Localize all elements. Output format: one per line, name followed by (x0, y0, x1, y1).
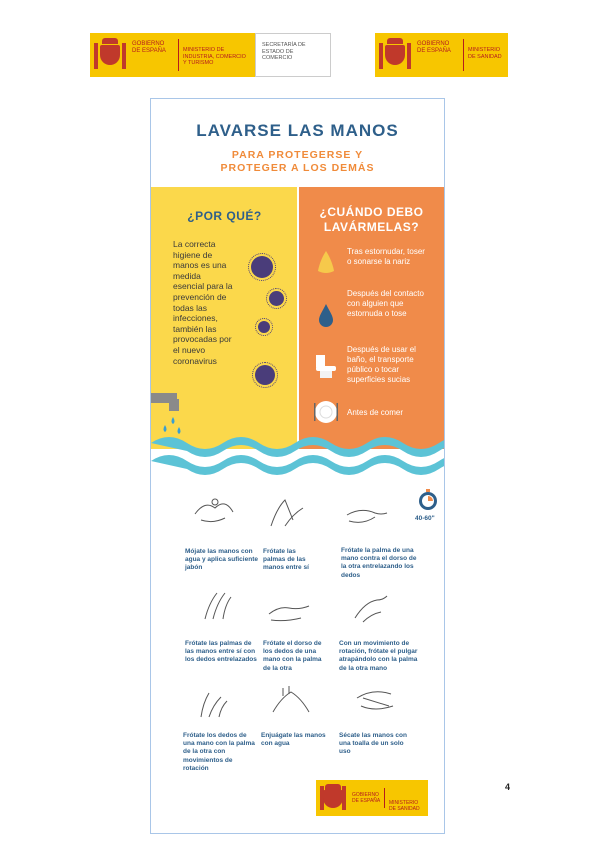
step-text: Con un movimiento de rotación, frótate el pulgar atrapándolo con la palma de la otra mano (339, 640, 418, 672)
logo-gov-text: GOBIERNO DE ESPAÑA (352, 792, 381, 804)
virus-icon (258, 321, 270, 333)
step-text: Frótate la palma de una mano contra el dorso de la otra entrelazando los dedos (341, 547, 417, 579)
hands-thumb-icon (349, 592, 393, 626)
faucet-icon (151, 391, 191, 441)
coat-of-arms-icon (316, 780, 350, 816)
timer-label: 40-60" (415, 515, 435, 522)
coat-of-arms-icon (375, 33, 415, 77)
hands-fingers-back-icon (267, 596, 311, 630)
page-number: 4 (505, 782, 511, 792)
virus-icon (269, 291, 284, 306)
when-item: Tras estornudar, toser o sonarse la nariz (347, 247, 425, 266)
coat-of-arms-icon (90, 33, 130, 77)
logo-gov-text: GOBIERNO DE ESPAÑA (417, 41, 451, 54)
step-text: Enjuágate las manos con agua (261, 732, 326, 748)
plate-icon (313, 399, 339, 425)
hands-rinse-icon (269, 684, 313, 718)
poster-subtitle (151, 149, 444, 175)
when-heading (225, 205, 445, 235)
logo-ministry-text: MINISTERIO DE SANIDAD (384, 788, 425, 808)
step-text: Frótate las palmas de las manos entre sí (263, 548, 309, 572)
hands-fingertips-icon (191, 687, 235, 721)
step-text: Sécate las manos con una toalla de un solo uso (339, 732, 407, 756)
step-text: Mójate las manos con agua y aplica suficiente jabón (185, 548, 258, 572)
hands-dry-icon (355, 684, 399, 718)
why-heading: ¿POR QUÉ? (187, 209, 262, 223)
wave-divider (151, 435, 444, 475)
nose-icon (313, 249, 339, 275)
poster-title: LAVARSE LAS MANOS (196, 121, 399, 140)
logo-ministry-text: MINISTERIO DE INDUSTRIA, COMERCIO Y TURISMO (178, 39, 255, 71)
poster-footer-logo (316, 780, 428, 816)
logo-gobierno-sanidad (375, 33, 508, 77)
hands-interlaced-icon (197, 589, 241, 623)
subtitle-line-2: PROTEGER A LOS DEMÁS (220, 162, 375, 174)
timer-icon (417, 489, 439, 511)
toilet-icon (313, 353, 339, 379)
step-text: Frótate las palmas de las manos entre sí con los dedos entrelazados (185, 640, 257, 664)
logo-ministry-text: MINISTERIO DE SANIDAD (463, 39, 508, 71)
logo-gobierno-industria (90, 33, 331, 77)
when-heading-line-1: ¿CUÁNDO DEBO (319, 205, 424, 219)
when-item: Después de usar el baño, el transporte público o tocar superficies sucias (347, 345, 416, 384)
why-text: La correcta higiene de manos es una medida esencial para la prevención de todas las infecciones, también las provocadas por el nuevo coronavirus (173, 239, 233, 366)
hands-back-icon (345, 499, 389, 533)
subtitle-line-1: PARA PROTEGERSE Y (231, 149, 364, 161)
when-item: Antes de comer (347, 408, 404, 417)
virus-icon (255, 365, 275, 385)
when-heading-line-2: LAVÁRMELAS? (323, 220, 420, 234)
step-text: Frótate el dorso de los dedos de una mano con la palma de la otra (263, 640, 322, 672)
hands-wet-icon (191, 494, 235, 528)
step-text: Frótate los dedos de una mano con la palma de la otra con movimientos de rotación (183, 732, 255, 772)
logo-gov-text: GOBIERNO DE ESPAÑA (132, 41, 166, 54)
handwashing-poster (150, 98, 445, 834)
hands-palms-icon (265, 496, 309, 530)
when-item: Después del contacto con alguien que estornuda o tose (347, 289, 424, 318)
virus-icon (251, 256, 273, 278)
drop-icon (313, 302, 339, 328)
logo-secretary-text: SECRETARÍA DE ESTADO DE COMERCIO (255, 33, 331, 77)
